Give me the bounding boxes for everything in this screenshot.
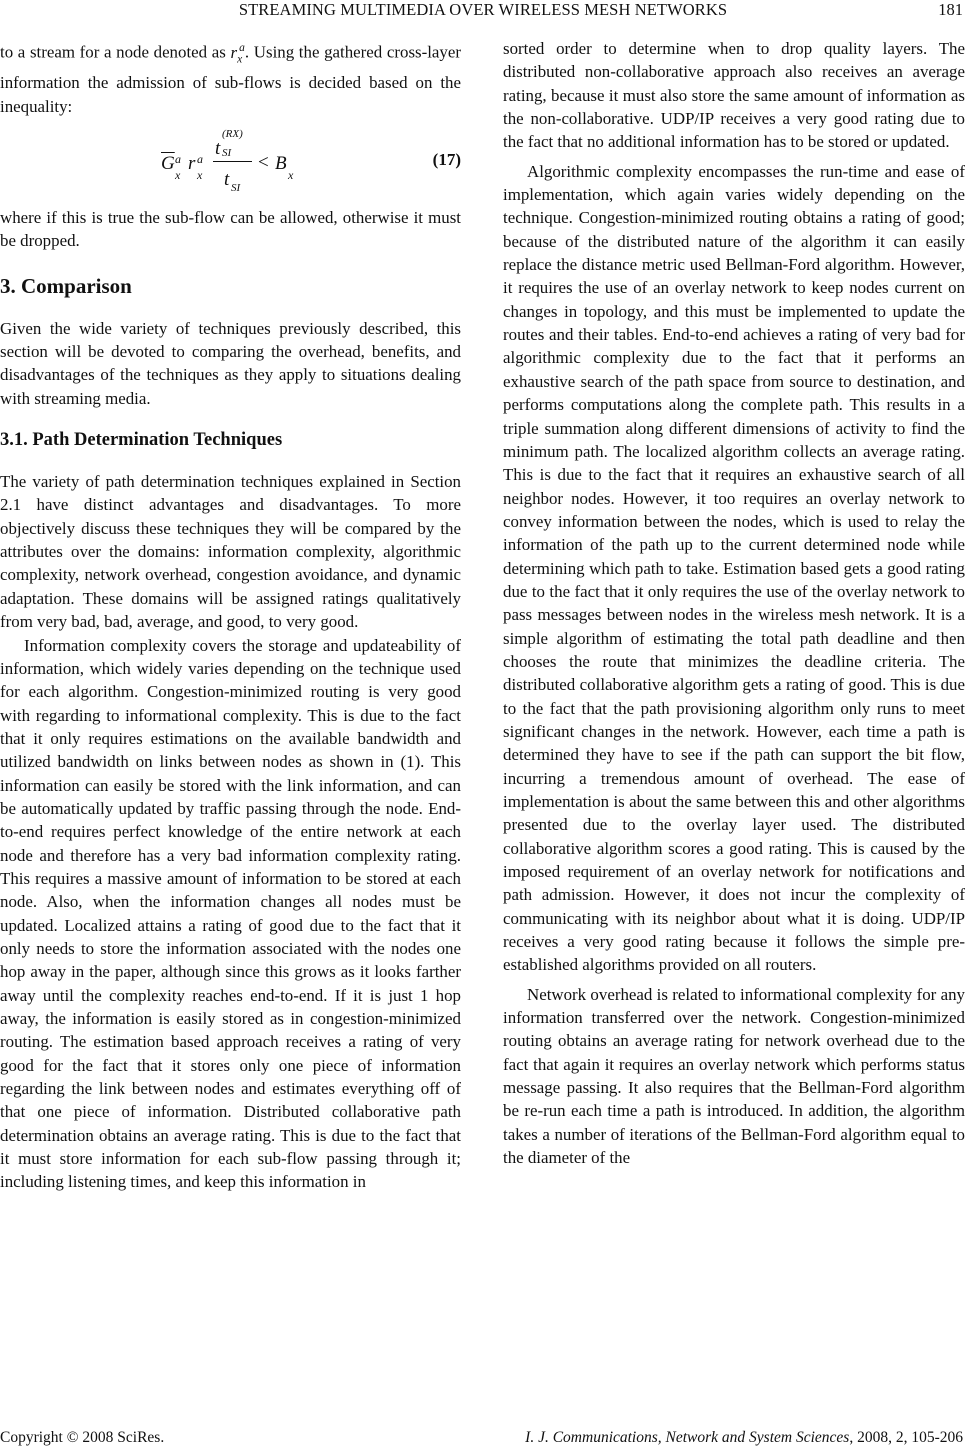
equation-formula [161, 122, 321, 202]
paragraph-information-complexity: Information complexity covers the storage and updateability of information, which widely varies depending on the technique used for each algorithm. Congestion-minimized routing is very good with regarding to informational complexity. This is due to the fact that it only requires estimations on the available bandwidth and utilized bandwidth on links between nodes as shown in (1). This information can easily be stored with the link information, and can be automatically updated by traffic passing through the node. End-to-end requires perfect knowledge of the entire network at each node and therefore has a very bad information complexity rating. This requires a massive amount of information to be stored at each node. Also, when the information changes all nodes must be updated. Localized attains a rating of good due to the fact that it only needs to store the information associated with the nodes one hop away in the paper, although since this grows as it looks farther away until the complexity reaches end-to-end. If it is just 1 hop away, the information is easily stored as in congestion-minimized routing. The estimation based approach receives a rating of very good for the fact that it stores only one piece of information regarding the link between nodes and estimates everything off of that one piece of information. Distributed collaborative path determination obtains an average rating. This is due to the fact that it must store information for each sub-flow passing through it; including listening times, and keep this information in [0, 635, 461, 1192]
r-superscript: a [197, 152, 203, 167]
paragraph-after-equation: where if this is true the sub-flow can be allowed, otherwise it must be dropped. [0, 208, 461, 251]
B-subscript: x [288, 168, 294, 183]
left-column [0, 37, 461, 1194]
symbol-G: $\overline{G}$ [161, 153, 175, 175]
running-title: STREAMING MULTIMEDIA OVER WIRELESS MESH NETWORKS [238, 0, 728, 19]
var-symbol: r [230, 42, 238, 62]
journal-citation [525, 1429, 963, 1447]
numerator-superscript: (RX) [222, 128, 243, 141]
denominator-t: t [224, 169, 230, 191]
copyright-notice: Copyright © 2008 SciRes. [0, 1429, 165, 1446]
G-superscript: a [175, 152, 181, 167]
paragraph-path-determination: The variety of path determination techniques explained in Section 2.1 have distinct advantages and disadvantages. To more objectively discuss these techniques they will be compared by the attributes over the domains: information complexity, algorithmic complexity, network overhead, congestion avoidance, and dynamic adaptation. These domains will be assigned ratings qualitatively from very bad, bad, average, and good, to very good. [0, 472, 461, 632]
journal-volume: , 2008, 2, 105-206 [849, 1429, 963, 1446]
variable-r [230, 42, 245, 65]
text-segment: to a stream for a node denoted as [0, 42, 231, 62]
subsection-heading: 3.1. Path Determination Techniques [0, 430, 283, 451]
equation-number: (17) [432, 150, 461, 170]
denominator-subscript: SI [231, 182, 241, 195]
right-column [503, 37, 965, 1170]
text-segment: . Using the gathered cross-layer information the admission of sub-flows is decided based on the inequality: [0, 42, 461, 116]
symbol-B: B [275, 153, 287, 175]
symbol-r: r [188, 153, 196, 175]
var-superscript: a [239, 42, 245, 54]
r-subscript: x [197, 168, 203, 183]
journal-name: I. J. Communications, Network and System Sciences [525, 1429, 850, 1446]
less-than: < [258, 152, 269, 174]
G-subscript: x [175, 168, 181, 183]
paragraph-algorithmic-complexity: Algorithmic complexity encompasses the run-time and ease of implementation, which again varies widely depending on the technique. Congestion-minimized routing obtains a rating of good; because of the distributed nature of the algorithm it can easily replace the distance metric used Bellman-Ford algorithm. However, it requires the use of an overlay network to keep nodes current on changes in topology, and this must be implemented to update the routes and their tables. End-to-end achieves a rating of very bad for algorithmic complexity due to the fact that it performs an exhaustive search of the path space from source to destination, and performs computations along the complete path. This results in a triple summation along different dimensions of activity to find the minimum path. The localized algorithm collects an average rating. This is due to the fact that it requires an exhaustive search of all neighbor nodes. However, it too requires an overlay network to convey information between the nodes, which is used to relay the information of the path up to the current determined node while determining which path to take. Estimation based gets a good rating due to the fact that it only requires the use of the overlay network to pass messages between nodes in the wireless mesh network. It is a simple algorithm of estimating the total path deadline and then chooses the route that minimizes the deadline criteria. The distributed collaborative algorithm gets a rating of good. This is due to the fact that the path provisioning algorithm only runs to meet significant changes in the network. However, each time a path is determined they have to see if the path can support the bit flow, incurring a tremendous amount of overhead. The ease of implementation is about the same between this and other algorithms presented due to the overlay layer used. The distributed collaborative algorithm scores a good rating. This is caused by the imposed requirement of an overlay network for notifications and path admission. However, it does not incur the complexity of communicating with its neighbor about what it is doing. UDP/IP receives a very good rating because it follows the simple pre-established algorithms provided on all routers. [503, 161, 965, 975]
G-bar [161, 152, 175, 175]
page-number: 181 [938, 0, 963, 19]
numerator-subscript: SI [222, 147, 232, 160]
paragraph-network-overhead: Network overhead is related to informational complexity for any information transferred over the network. Congestion-minimized routing obtains an average rating for network overhead due to the fact that again it requires an overlay network which performs status message passing. It also requires that the Bellman-Ford algorithm be re-run each time a path is introduced. In addition, the algorithm takes a number of iterations of the Bellman-Ford algorithm equal to the diameter of the [503, 984, 965, 1168]
var-subscript: x [237, 53, 243, 65]
section-heading: 3. Comparison [0, 273, 132, 298]
paragraph-intro [0, 37, 461, 118]
running-header [0, 0, 966, 22]
paragraph-continued: sorted order to determine when to drop quality layers. The distributed non-collaborative approach also receives an average rating, because it must also store the same amount of information as the non-collaborative. UDP/IP receives a very good rating due to the fact that no additional information has to be stored or updated. [503, 39, 965, 152]
fraction-bar [213, 161, 252, 162]
equation-17 [0, 118, 461, 206]
paragraph-section-intro: Given the wide variety of techniques previously described, this section will be devoted to comparing the overhead, benefits, and disadvantages of the techniques as they apply to situations dealing with streaming media. [0, 318, 461, 408]
numerator-t: t [215, 138, 221, 160]
